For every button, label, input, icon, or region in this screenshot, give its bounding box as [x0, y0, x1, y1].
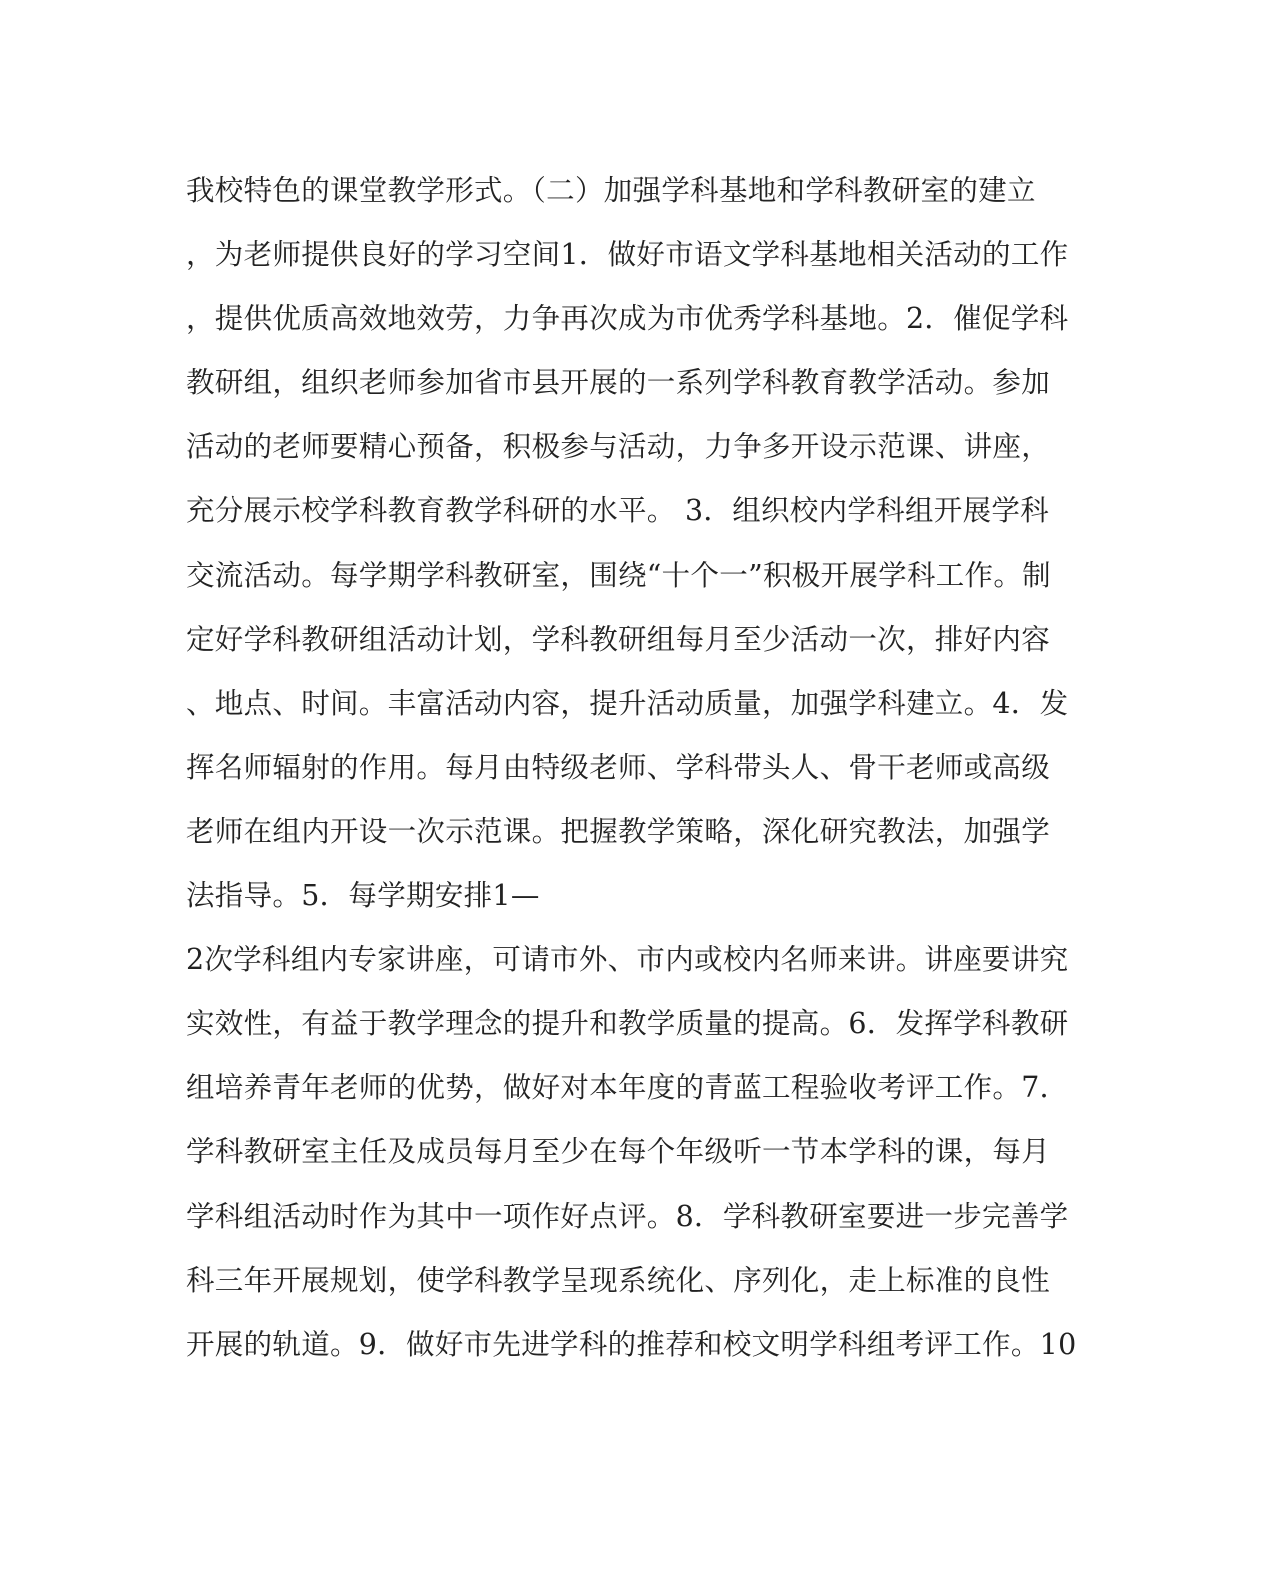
text-line: 教研组，组织老师参加省市县开展的一系列学科教育教学活动。参加 [186, 366, 1051, 400]
text-line: 学科组活动时作为其中一项作好点评。8．学科教研室要进一步完善学 [186, 1199, 1069, 1233]
text-line: 组培养青年老师的优势，做好对本年度的青蓝工程验收考评工作。7． [186, 1071, 1069, 1105]
text-line: 活动的老师要精心预备，积极参与活动，力争多开设示范课、讲座， [186, 430, 1051, 464]
text-line: ，提供优质高效地效劳，力争再次成为市优秀学科基地。2．催促学科 [186, 302, 1069, 336]
text-line: 2次学科组内专家讲座，可请市外、市内或校内名师来讲。讲座要讲究 [186, 943, 1069, 977]
body-text [186, 168, 1077, 1386]
text-line: 老师在组内开设一次示范课。把握教学策略，深化研究教法，加强学 [186, 814, 1051, 848]
text-line: 开展的轨道。9．做好市先进学科的推荐和校文明学科组考评工作。10 [186, 1327, 1077, 1361]
text-line: 挥名师辐射的作用。每月由特级老师、学科带头人、骨干老师或高级 [186, 750, 1051, 784]
text-line: 我校特色的课堂教学形式。（二）加强学科基地和学科教研室的建立 [186, 174, 1036, 207]
text-line: 、地点、时间。丰富活动内容，提升活动质量，加强学科建立。4．发 [186, 686, 1069, 720]
text-line: 交流活动。每学期学科教研室，围绕“十个一”积极开展学科工作。制 [186, 558, 1051, 592]
text-line: 学科教研室主任及成员每月至少在每个年级听一节本学科的课，每月 [186, 1135, 1051, 1169]
text-line: 科三年开展规划，使学科教学呈现系统化、序列化，走上标准的良性 [186, 1263, 1051, 1297]
text-line: 充分展示校学科教育教学科研的水平。 3．组织校内学科组开展学科 [186, 494, 1049, 528]
text-line: ，为老师提供良好的学习空间1．做好市语文学科基地相关活动的工作 [186, 238, 1069, 272]
text-line: 法指导。5．每学期安排1— [186, 879, 540, 913]
text-line: 实效性，有益于教学理念的提升和教学质量的提高。6．发挥学科教研 [186, 1007, 1069, 1041]
text-line: 定好学科教研组活动计划，学科教研组每月至少活动一次，排好内容 [186, 622, 1051, 656]
